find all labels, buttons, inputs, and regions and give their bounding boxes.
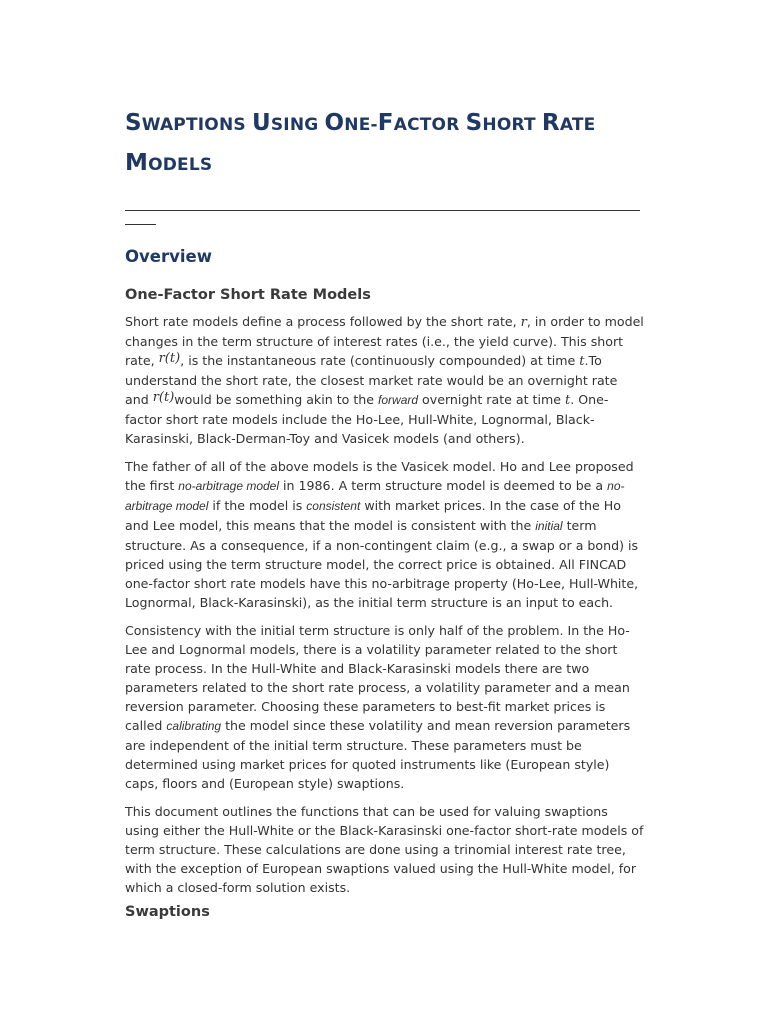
- overview-heading: Overview: [125, 247, 212, 266]
- title-word: WAPTIONS: [141, 115, 246, 135]
- horizontal-rule: [125, 200, 640, 211]
- title-word: NE-: [344, 115, 378, 135]
- title-cap: U: [251, 110, 271, 136]
- title-line-2: [125, 150, 213, 176]
- title-word: SING: [270, 115, 319, 135]
- title-line-1: [125, 110, 596, 136]
- title-word: ACTOR: [393, 115, 460, 135]
- title-word: ODELS: [148, 155, 213, 175]
- title-cap: R: [541, 110, 560, 136]
- paragraph-short-rate: Short rate models define a process followed by the short rate, r, in order to model changes in the term structure of interest rates (i.e., the yield curve). This short rate, r(t), is the instantaneous rate (continuously compounded) at time t.To understand the short rate, the closest market rate would be an overnight rate and r(t)would be something akin to the forward overnight rate at time t. One-factor short rate models include the Ho-Lee, Hull-White, Lognormal, Black-Karasinski, Black-Derman-Toy and Vasicek models (and others).: [125, 314, 644, 446]
- paragraph-document-outline: This document outlines the functions that can be used for valuing swaptions using either the Hull-White or the Black-Karasinski one-factor short-rate models of term structure. These calculations are done using a trinomial interest rate tree, with the exception of European swaptions valued using the Hull-White model, for which a closed-form solution exists.: [125, 804, 644, 895]
- math-t: t: [579, 354, 585, 369]
- title-cap: F: [377, 110, 394, 136]
- math-r-of-t: r(t): [158, 351, 181, 366]
- one-factor-heading: One-Factor Short Rate Models: [125, 287, 371, 303]
- title-cap: O: [324, 110, 345, 136]
- swaptions-heading: Swaptions: [125, 904, 210, 920]
- title-cap: S: [465, 110, 483, 136]
- horizontal-rule-tail: [125, 224, 156, 225]
- math-t: t: [565, 393, 571, 408]
- title-cap: S: [125, 110, 142, 136]
- math-r: r: [520, 315, 527, 330]
- title-word: ATE: [559, 115, 596, 135]
- math-r-of-t: r(t): [152, 390, 175, 405]
- paragraph-vasicek: The father of all of the above models is the Vasicek model. Ho and Lee proposed the first no-arbitrage model in 1986. A term structure model is deemed to be a no-arbitrage model if the model is consistent with market prices. In the case of the Ho and Lee model, this means that the model is consistent with the initial term structure. As a consequence, if a non-contingent claim (e.g., a swap or a bond) is priced using the term structure model, the correct price is obtained. All FINCAD one-factor short rate models have this no-arbitrage property (Ho-Lee, Hull-White, Lognormal, Black-Karasinski), as the initial term structure is an input to each.: [125, 459, 639, 610]
- title-word: HORT: [482, 115, 536, 135]
- paragraph-consistency: Consistency with the initial term structure is only half of the problem. In the Ho-Lee and Lognormal models, there is a volatility parameter related to the short rate process. In the Hull-White and Black-Karasinski models there are two parameters related to the short rate process, a volatility parameter and a mean reversion parameter. Choosing these parameters to best-fit market prices is called calibrating the model since these volatility and mean reversion parameters are independent of the initial term structure. These parameters must be determined using market prices for quoted instruments like (European style) caps, floors and (European style) swaptions.: [125, 623, 631, 791]
- document-body: [125, 104, 645, 923]
- title-cap: M: [125, 150, 149, 176]
- document-title: [125, 104, 645, 184]
